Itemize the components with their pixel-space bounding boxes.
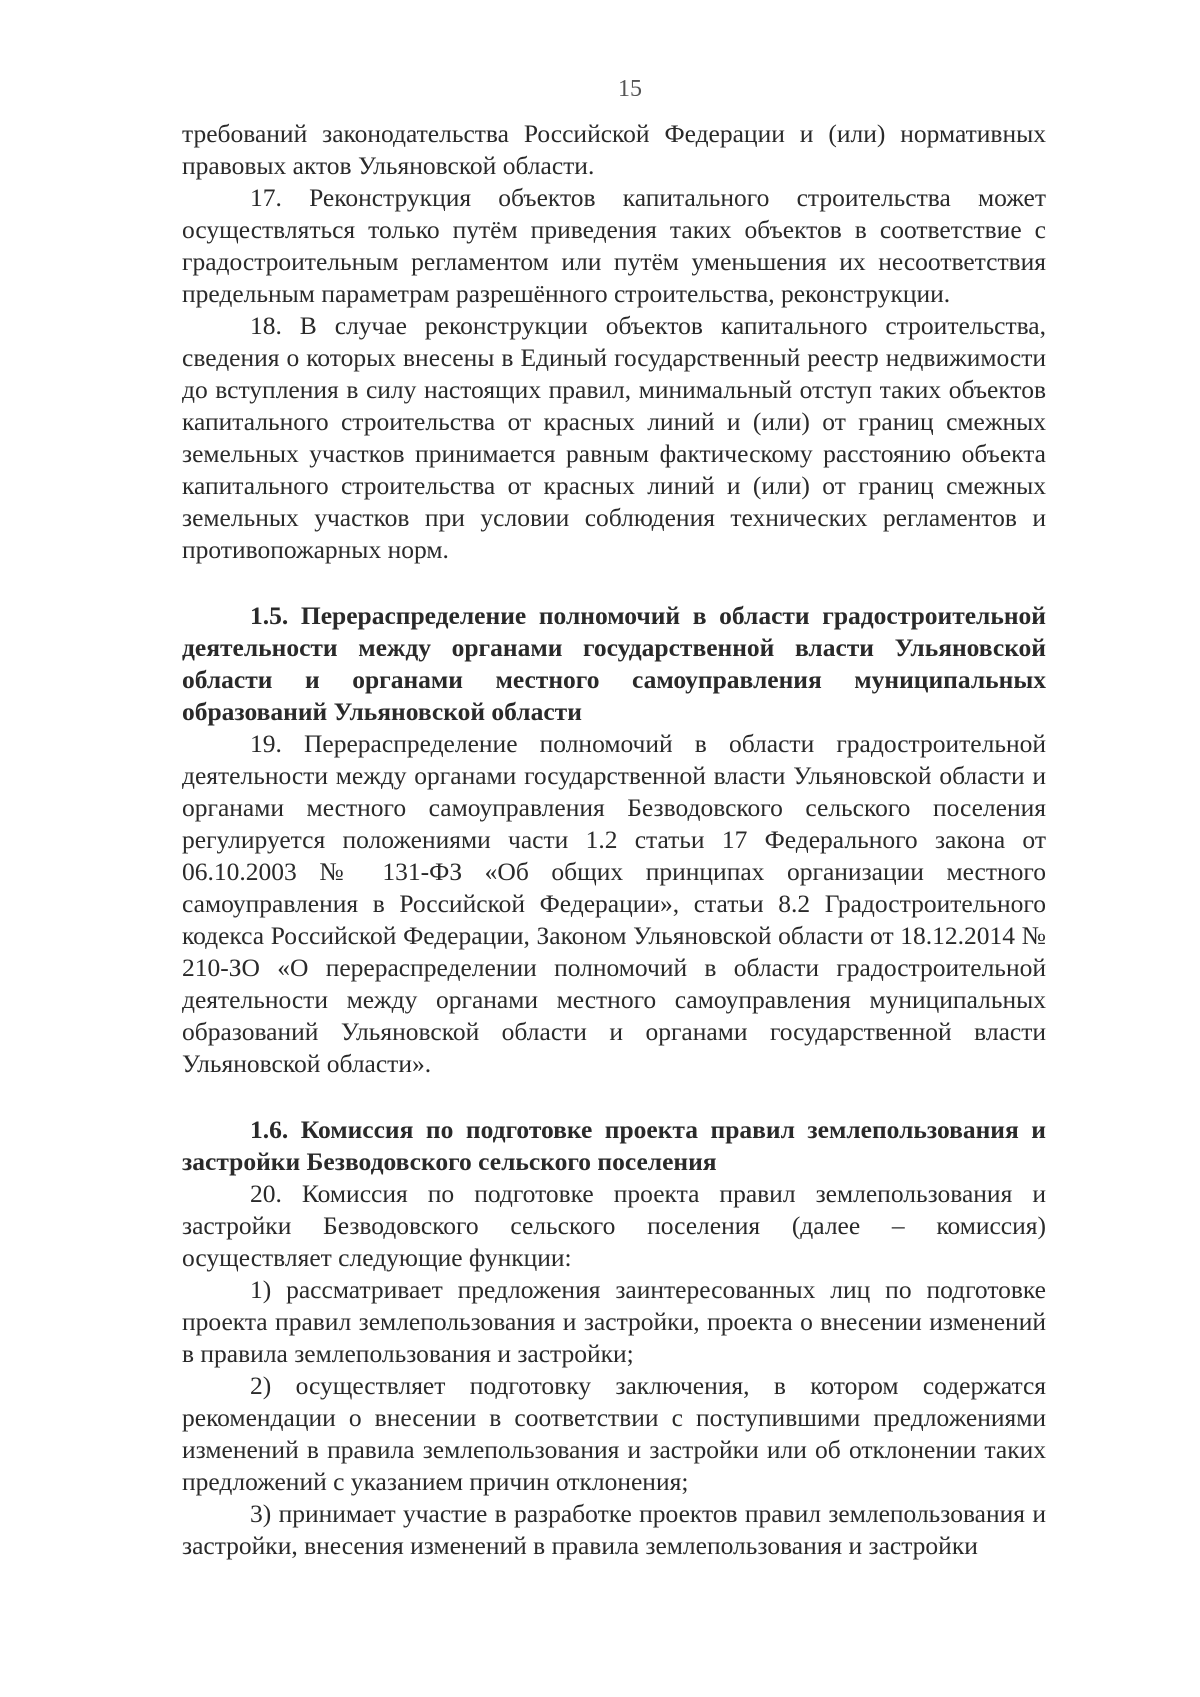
paragraph-19: 19. Перераспределение полномочий в области градостроительной деятельности между органами государственной власти Ульяновской области и органами местного самоуправления Безводовского сельского поселения регулируется положениями части 1.2 статьи 17 Федерального закона от 06.10.2003 № 131-ФЗ «Об общих принципах организации местного самоуправления в Российской Федерации», статьи 8.2 Градостроительного кодекса Российской Федерации, Законом Ульяновской области от 18.12.2014 № 210-ЗО «О перераспределении полномочий в области градостроительной деятельности между органами местного самоуправления муниципальных образований Ульяновской области и органами государственной власти Ульяновской области». [182,729,1046,1078]
section-heading-1-6: 1.6. Комиссия по подготовке проекта правил землепользования и застройки Безводовского сельского поселения [182,1115,1046,1176]
section-gap [182,566,1046,600]
section-heading-1-5: 1.5. Перераспределение полномочий в области градостроительной деятельности между органами государственной власти Ульяновской области и органами местного самоуправления муниципальных образований Ульяновской области [182,601,1046,726]
paragraph-20: 20. Комиссия по подготовке проекта правил землепользования и застройки Безводовского сельского поселения (далее – комиссия) осуществляет следующие функции: [182,1179,1046,1272]
page-number: 15 [618,76,642,102]
list-item-2: 2) осуществляет подготовку заключения, в котором содержатся рекомендации о внесении в соответствии с поступившими предложениями изменений в правила землепользования и застройки или об отклонении таких предложений с указанием причин отклонения; [182,1371,1046,1496]
list-item-1: 1) рассматривает предложения заинтересованных лиц по подготовке проекта правил землепользования и застройки, проекта о внесении изменений в правила землепользования и застройки; [182,1275,1046,1368]
list-item-3: 3) принимает участие в разработке проектов правил землепользования и застройки, внесения изменений в правила землепользования и застройки [182,1499,1046,1560]
document-body [182,118,1046,1562]
paragraph-17: 17. Реконструкция объектов капитального строительства может осуществляться только путём приведения таких объектов в соответствие с градостроительным регламентом или путём уменьшения их несоответствия предельным параметрам разрешённого строительства, реконструкции. [182,183,1046,308]
paragraph-continued: требований законодательства Российской Федерации и (или) нормативных правовых актов Ульяновской области. [182,119,1046,180]
section-gap [182,1080,1046,1114]
paragraph-18: 18. В случае реконструкции объектов капитального строительства, сведения о которых внесены в Единый государственный реестр недвижимости до вступления в силу настоящих правил, минимальный отступ таких объектов капитального строительства от красных линий и (или) от границ смежных земельных участков принимается равным фактическому расстоянию объекта капитального строительства от красных линий и (или) от границ смежных земельных участков при условии соблюдения технических регламентов и противопожарных норм. [182,311,1046,564]
